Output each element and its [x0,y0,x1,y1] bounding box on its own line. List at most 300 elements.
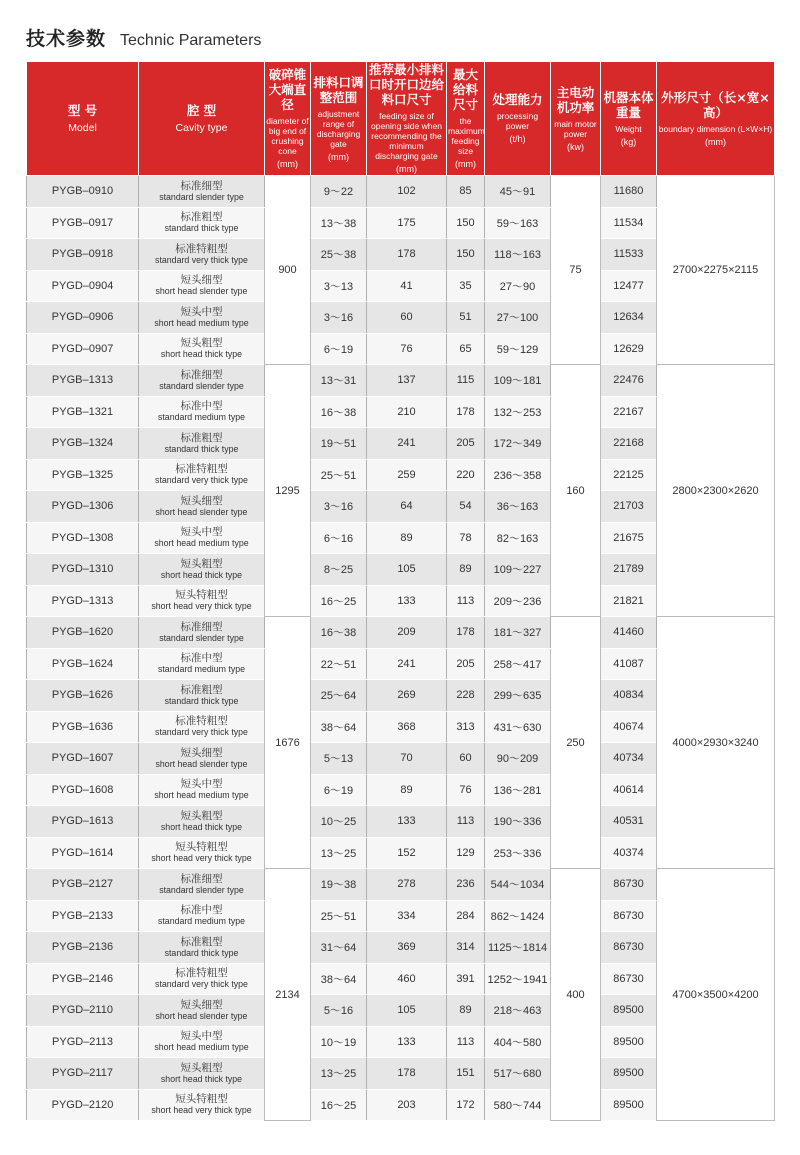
cavity-en: standard slender type [159,380,244,391]
adjust-range-cell: 16～38 [311,396,367,428]
adjust-range-cell: 9～22 [311,176,367,208]
weight-cell: 40531 [601,806,657,838]
max-feed-cell: 391 [447,963,485,995]
model-cell: PYGD–0906 [27,302,139,334]
feed-opening-cell: 70 [367,743,447,775]
adjust-range-cell: 10～25 [311,806,367,838]
table-row [27,176,775,208]
adjust-range-cell: 22～51 [311,648,367,680]
capacity-cell: 27～100 [485,302,551,334]
cavity-cell [139,585,265,617]
cavity-en: short head medium type [154,317,249,328]
capacity-cell: 1252～1941 [485,963,551,995]
capacity-cell: 209～236 [485,585,551,617]
weight-cell: 86730 [601,869,657,901]
feed-opening-cell: 76 [367,333,447,365]
column-header-unit: (mm) [277,159,298,169]
weight-cell: 21675 [601,522,657,554]
adjust-range-cell: 13～31 [311,365,367,397]
max-feed-cell: 89 [447,995,485,1027]
model-cell: PYGD–1614 [27,837,139,869]
feed-opening-cell: 210 [367,396,447,428]
column-header [139,62,265,176]
motor-power-cell: 400 [551,869,601,1121]
column-header-cn: 破碎锥大端直径 [268,67,307,112]
capacity-cell: 253～336 [485,837,551,869]
max-feed-cell: 60 [447,743,485,775]
cavity-en: standard thick type [164,443,239,454]
feed-opening-cell: 64 [367,491,447,523]
diameter-cell: 1676 [265,617,311,869]
model-cell: PYGD–2113 [27,1026,139,1058]
capacity-cell: 45～91 [485,176,551,208]
column-header [265,62,311,176]
table-body [27,176,775,1121]
feed-opening-cell: 203 [367,1089,447,1121]
capacity-cell: 580～744 [485,1089,551,1121]
model-cell: PYGD–2117 [27,1058,139,1090]
cavity-en: short head slender type [155,286,248,297]
max-feed-cell: 236 [447,869,485,901]
page-title-en: Technic Parameters [120,32,262,49]
column-header-unit: (mm) [455,159,476,169]
feed-opening-cell: 102 [367,176,447,208]
column-header [551,62,601,176]
adjust-range-cell: 16～38 [311,617,367,649]
feed-opening-cell: 105 [367,554,447,586]
adjust-range-cell: 6～19 [311,774,367,806]
weight-cell: 41087 [601,648,657,680]
model-cell: PYGD–1608 [27,774,139,806]
max-feed-cell: 76 [447,774,485,806]
cavity-cn: 标准细型 [180,179,223,192]
capacity-cell: 136～281 [485,774,551,806]
adjust-range-cell: 13～25 [311,1058,367,1090]
weight-cell: 40734 [601,743,657,775]
feed-opening-cell: 334 [367,900,447,932]
feed-opening-cell: 178 [367,239,447,271]
column-header [27,62,139,176]
cavity-cell [139,711,265,743]
capacity-cell: 218～463 [485,995,551,1027]
adjust-range-cell: 13～38 [311,207,367,239]
page-title-cn: 技术参数 [26,28,107,50]
model-cell: PYGB–1321 [27,396,139,428]
max-feed-cell: 178 [447,617,485,649]
cavity-en: short head very thick type [151,601,252,612]
cavity-cn: 标准粗型 [180,431,223,444]
max-feed-cell: 228 [447,680,485,712]
cavity-cell [139,1026,265,1058]
max-feed-cell: 150 [447,239,485,271]
cavity-cn: 短头中型 [180,305,223,318]
cavity-cell [139,995,265,1027]
feed-opening-cell: 241 [367,428,447,460]
dimension-cell: 2700×2275×2115 [657,176,775,365]
cavity-cell [139,1089,265,1121]
cavity-en: short head medium type [154,790,249,801]
diameter-cell: 2134 [265,869,311,1121]
column-header-en: adjustment range of discharging gate [316,108,361,149]
adjust-range-cell: 6～19 [311,333,367,365]
adjust-range-cell: 13～25 [311,837,367,869]
cavity-en: standard thick type [164,223,239,234]
table-row [27,869,775,901]
weight-cell: 21821 [601,585,657,617]
cavity-cell [139,428,265,460]
capacity-cell: 544～1034 [485,869,551,901]
max-feed-cell: 284 [447,900,485,932]
cavity-cell [139,207,265,239]
adjust-range-cell: 16～25 [311,585,367,617]
weight-cell: 41460 [601,617,657,649]
capacity-cell: 109～181 [485,365,551,397]
capacity-cell: 404～580 [485,1026,551,1058]
cavity-en: short head slender type [155,758,248,769]
cavity-cn: 短头特粗型 [175,1093,228,1106]
cavity-cell [139,806,265,838]
cavity-en: standard medium type [157,916,246,927]
column-header [367,62,447,176]
adjust-range-cell: 19～38 [311,869,367,901]
cavity-cn: 短头细型 [180,746,223,759]
weight-cell: 21789 [601,554,657,586]
column-header-en: the maximum feeding size [448,116,485,156]
capacity-cell: 258～417 [485,648,551,680]
column-header-en: Model [68,121,97,134]
model-cell: PYGB–2136 [27,932,139,964]
weight-cell: 89500 [601,995,657,1027]
max-feed-cell: 35 [447,270,485,302]
cavity-en: standard slender type [159,191,244,202]
capacity-cell: 172～349 [485,428,551,460]
cavity-cell [139,680,265,712]
column-header-unit: (t/h) [509,134,526,144]
column-header [311,62,367,176]
column-header-unit: (kw) [567,141,584,152]
cavity-cell [139,396,265,428]
table-header-row [27,62,775,176]
capacity-cell: 431～630 [485,711,551,743]
cavity-cell [139,869,265,901]
feed-opening-cell: 41 [367,270,447,302]
adjust-range-cell: 10～19 [311,1026,367,1058]
max-feed-cell: 65 [447,333,485,365]
weight-cell: 22168 [601,428,657,460]
cavity-cell [139,900,265,932]
capacity-cell: 181～327 [485,617,551,649]
max-feed-cell: 314 [447,932,485,964]
cavity-cell [139,837,265,869]
capacity-cell: 27～90 [485,270,551,302]
cavity-en: short head very thick type [151,853,252,864]
column-header-unit: (mm) [705,136,726,147]
adjust-range-cell: 6～16 [311,522,367,554]
diameter-cell: 1295 [265,365,311,617]
model-cell: PYGB–2133 [27,900,139,932]
cavity-cell [139,1058,265,1090]
cavity-cn: 标准中型 [180,400,223,413]
model-cell: PYGD–1306 [27,491,139,523]
weight-cell: 86730 [601,900,657,932]
column-header-cn: 外形尺寸（长×宽×高） [661,89,770,120]
cavity-en: short head slender type [155,506,248,517]
capacity-cell: 299～635 [485,680,551,712]
max-feed-cell: 151 [447,1058,485,1090]
feed-opening-cell: 105 [367,995,447,1027]
cavity-cell [139,963,265,995]
weight-cell: 11680 [601,176,657,208]
cavity-cell [139,522,265,554]
dimension-cell: 2800×2300×2620 [657,365,775,617]
column-header-en: main motor power [554,118,597,139]
feed-opening-cell: 259 [367,459,447,491]
cavity-cn: 短头中型 [180,1030,223,1043]
max-feed-cell: 178 [447,396,485,428]
model-cell: PYGD–1613 [27,806,139,838]
diameter-cell: 900 [265,176,311,365]
column-header-cn: 腔 型 [186,102,217,118]
capacity-cell: 862～1424 [485,900,551,932]
max-feed-cell: 129 [447,837,485,869]
cavity-cn: 短头中型 [180,526,223,539]
cavity-en: standard slender type [159,884,244,895]
adjust-range-cell: 38～64 [311,711,367,743]
cavity-cn: 标准特粗型 [175,715,228,728]
cavity-en: short head thick type [160,569,243,580]
cavity-en: short head thick type [160,821,243,832]
capacity-cell: 132～253 [485,396,551,428]
max-feed-cell: 150 [447,207,485,239]
cavity-cell [139,270,265,302]
weight-cell: 40834 [601,680,657,712]
cavity-cn: 标准细型 [180,368,223,381]
cavity-cn: 短头细型 [180,274,223,287]
model-cell: PYGB–2146 [27,963,139,995]
cavity-cn: 短头粗型 [180,809,223,822]
model-cell: PYGB–1324 [27,428,139,460]
column-header-unit: (mm) [396,164,417,174]
cavity-cn: 标准特粗型 [175,967,228,980]
weight-cell: 86730 [601,963,657,995]
table-row [27,365,775,397]
adjust-range-cell: 25～51 [311,459,367,491]
column-header-unit: (kg) [620,136,637,147]
adjust-range-cell: 3～13 [311,270,367,302]
adjust-range-cell: 25～51 [311,900,367,932]
capacity-cell: 59～163 [485,207,551,239]
weight-cell: 22476 [601,365,657,397]
dimension-cell: 4700×3500×4200 [657,869,775,1121]
cavity-en: short head very thick type [151,1105,252,1116]
capacity-cell: 190～336 [485,806,551,838]
feed-opening-cell: 241 [367,648,447,680]
model-cell: PYGD–2110 [27,995,139,1027]
column-header-cn: 处理能力 [492,92,543,107]
adjust-range-cell: 5～13 [311,743,367,775]
column-header-en: Cavity type [175,121,228,134]
motor-power-cell: 160 [551,365,601,617]
column-header-en: processing power [496,111,539,131]
weight-cell: 11533 [601,239,657,271]
max-feed-cell: 85 [447,176,485,208]
feed-opening-cell: 209 [367,617,447,649]
cavity-cn: 标准中型 [180,652,223,665]
cavity-cn: 标准细型 [180,620,223,633]
motor-power-cell: 75 [551,176,601,365]
weight-cell: 22125 [601,459,657,491]
cavity-cell [139,932,265,964]
model-cell: PYGD–2120 [27,1089,139,1121]
column-header-cn: 排料口调整范围 [313,74,364,105]
feed-opening-cell: 133 [367,585,447,617]
max-feed-cell: 205 [447,648,485,680]
cavity-cn: 短头粗型 [180,557,223,570]
weight-cell: 12634 [601,302,657,334]
capacity-cell: 118～163 [485,239,551,271]
column-header-cn: 最大给料尺寸 [452,67,478,112]
max-feed-cell: 89 [447,554,485,586]
capacity-cell: 36～163 [485,491,551,523]
adjust-range-cell: 25～38 [311,239,367,271]
adjust-range-cell: 3～16 [311,491,367,523]
cavity-cn: 短头特粗型 [175,841,228,854]
weight-cell: 12629 [601,333,657,365]
cavity-cell [139,365,265,397]
capacity-cell: 236～358 [485,459,551,491]
max-feed-cell: 113 [447,1026,485,1058]
column-header-cn: 主电动机功率 [556,84,595,115]
max-feed-cell: 172 [447,1089,485,1121]
model-cell: PYGB–1325 [27,459,139,491]
feed-opening-cell: 178 [367,1058,447,1090]
column-header-en: boundary dimension (L×W×H) [658,123,773,134]
column-header-en: diameter of big end of crushing cone [266,116,309,156]
feed-opening-cell: 89 [367,774,447,806]
cavity-cell [139,648,265,680]
weight-cell: 89500 [601,1089,657,1121]
adjust-range-cell: 8～25 [311,554,367,586]
adjust-range-cell: 25～64 [311,680,367,712]
weight-cell: 22167 [601,396,657,428]
weight-cell: 89500 [601,1026,657,1058]
adjust-range-cell: 3～16 [311,302,367,334]
model-cell: PYGB–0918 [27,239,139,271]
table-row [27,617,775,649]
cavity-cn: 标准特粗型 [175,242,228,255]
model-cell: PYGD–1308 [27,522,139,554]
motor-power-cell: 250 [551,617,601,869]
weight-cell: 40374 [601,837,657,869]
model-cell: PYGD–0904 [27,270,139,302]
cavity-en: short head slender type [155,1010,248,1021]
column-header-unit: (mm) [328,151,349,162]
column-header-en: feeding size of opening side when recommending the minimum discharging gate [371,111,442,161]
column-header-cn: 推荐最小排料口时开口边给料口尺寸 [368,62,444,107]
model-cell: PYGB–1624 [27,648,139,680]
capacity-cell: 109～227 [485,554,551,586]
max-feed-cell: 113 [447,806,485,838]
cavity-en: standard very thick type [155,254,248,265]
cavity-cell [139,554,265,586]
cavity-cn: 标准细型 [180,872,223,885]
weight-cell: 89500 [601,1058,657,1090]
cavity-en: standard thick type [164,695,239,706]
column-header [657,62,775,176]
cavity-cn: 短头特粗型 [175,589,228,602]
capacity-cell: 59～129 [485,333,551,365]
cavity-en: short head thick type [160,1073,243,1084]
cavity-en: standard thick type [164,947,239,958]
dimension-cell: 4000×2930×3240 [657,617,775,869]
adjust-range-cell: 16～25 [311,1089,367,1121]
model-cell: PYGD–0907 [27,333,139,365]
feed-opening-cell: 133 [367,1026,447,1058]
max-feed-cell: 78 [447,522,485,554]
model-cell: PYGD–1607 [27,743,139,775]
model-cell: PYGB–1313 [27,365,139,397]
max-feed-cell: 313 [447,711,485,743]
cavity-cell [139,617,265,649]
weight-cell: 21703 [601,491,657,523]
cavity-cell [139,302,265,334]
cavity-cn: 短头粗型 [180,1061,223,1074]
capacity-cell: 90～209 [485,743,551,775]
adjust-range-cell: 19～51 [311,428,367,460]
weight-cell: 86730 [601,932,657,964]
cavity-cn: 标准特粗型 [175,463,228,476]
max-feed-cell: 113 [447,585,485,617]
cavity-cell [139,176,265,208]
cavity-cell [139,491,265,523]
feed-opening-cell: 269 [367,680,447,712]
capacity-cell: 82～163 [485,522,551,554]
cavity-cell [139,459,265,491]
cavity-en: standard very thick type [155,979,248,990]
feed-opening-cell: 152 [367,837,447,869]
model-cell: PYGD–1313 [27,585,139,617]
model-cell: PYGB–0917 [27,207,139,239]
model-cell: PYGB–1626 [27,680,139,712]
model-cell: PYGB–0910 [27,176,139,208]
cavity-cn: 短头细型 [180,998,223,1011]
weight-cell: 40674 [601,711,657,743]
cavity-en: short head thick type [160,349,243,360]
max-feed-cell: 220 [447,459,485,491]
cavity-cn: 短头细型 [180,494,223,507]
cavity-cell [139,333,265,365]
model-cell: PYGD–1310 [27,554,139,586]
parameters-table [26,61,775,1121]
feed-opening-cell: 368 [367,711,447,743]
cavity-cn: 短头中型 [180,778,223,791]
weight-cell: 11534 [601,207,657,239]
column-header [601,62,657,176]
cavity-cell [139,774,265,806]
feed-opening-cell: 460 [367,963,447,995]
cavity-cn: 标准粗型 [180,935,223,948]
cavity-cn: 标准粗型 [180,683,223,696]
cavity-cn: 标准粗型 [180,211,223,224]
cavity-en: standard very thick type [155,475,248,486]
feed-opening-cell: 369 [367,932,447,964]
cavity-en: short head medium type [154,1042,249,1053]
feed-opening-cell: 60 [367,302,447,334]
feed-opening-cell: 175 [367,207,447,239]
page-title [26,24,261,54]
column-header [447,62,485,176]
model-cell: PYGB–1636 [27,711,139,743]
